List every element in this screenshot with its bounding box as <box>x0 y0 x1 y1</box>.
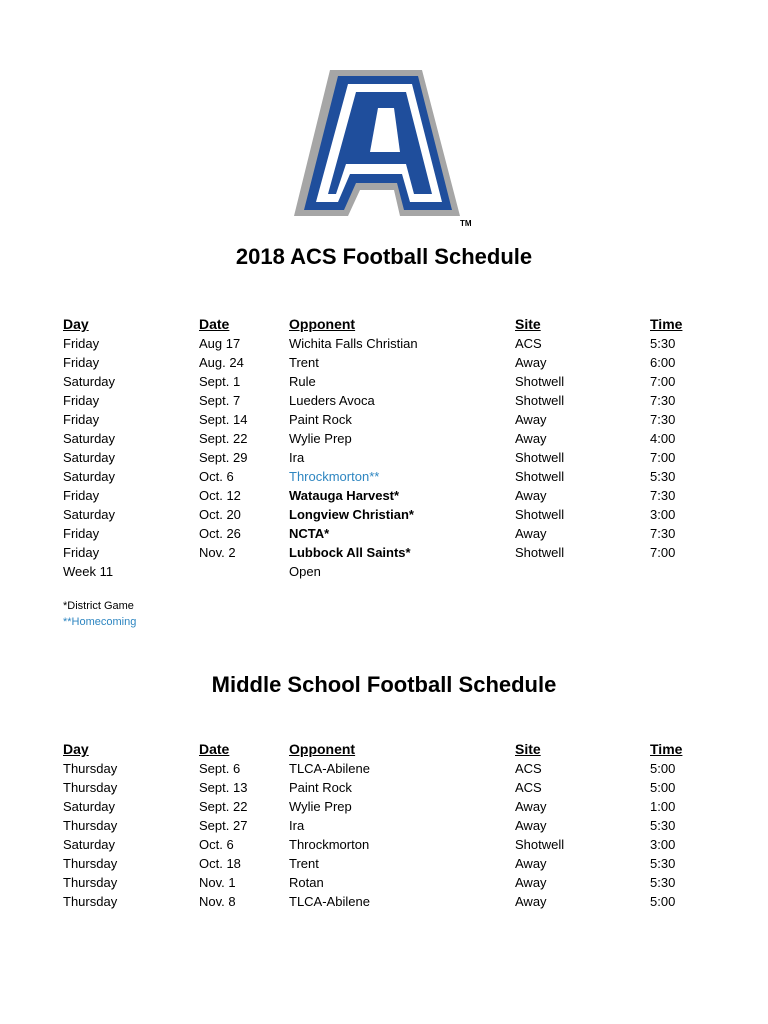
cell-opponent: Watauga Harvest* <box>289 488 400 503</box>
table-row <box>0 334 768 353</box>
cell-date: Sept. 14 <box>199 412 248 427</box>
header-time: Time <box>650 316 683 332</box>
district-game-note: *District Game <box>63 600 134 612</box>
table-row <box>0 448 768 467</box>
header-day: Day <box>63 741 89 757</box>
cell-date: Sept. 6 <box>199 761 241 776</box>
cell-day: Saturday <box>63 374 116 389</box>
header-time: Time <box>650 741 683 757</box>
cell-time: 7:30 <box>650 526 676 541</box>
cell-time: 6:00 <box>650 355 676 370</box>
table-row <box>0 854 768 873</box>
cell-site: Shotwell <box>515 469 565 484</box>
table-row <box>0 797 768 816</box>
cell-opponent: Paint Rock <box>289 412 352 427</box>
cell-opponent: Paint Rock <box>289 780 352 795</box>
cell-day: Saturday <box>63 837 116 852</box>
cell-time: 5:30 <box>650 469 676 484</box>
cell-day: Thursday <box>63 875 118 890</box>
cell-opponent: Ira <box>289 450 305 465</box>
cell-date: Sept. 27 <box>199 818 248 833</box>
cell-time: 5:00 <box>650 894 676 909</box>
cell-time: 7:30 <box>650 412 676 427</box>
cell-opponent: TLCA-Abilene <box>289 761 370 776</box>
cell-date: Aug. 24 <box>199 355 244 370</box>
table-row <box>0 759 768 778</box>
cell-time: 4:00 <box>650 431 676 446</box>
cell-time: 1:00 <box>650 799 676 814</box>
cell-time: 7:00 <box>650 374 676 389</box>
cell-opponent: Rotan <box>289 875 324 890</box>
acs-logo <box>290 66 480 228</box>
header-site: Site <box>515 741 541 757</box>
table-row <box>0 873 768 892</box>
table-row <box>0 410 768 429</box>
cell-opponent: TLCA-Abilene <box>289 894 370 909</box>
trademark-mark: TM <box>460 219 472 228</box>
cell-date: Oct. 12 <box>199 488 241 503</box>
cell-site: ACS <box>515 761 542 776</box>
table-row <box>0 372 768 391</box>
cell-site: Away <box>515 856 547 871</box>
cell-opponent: Ira <box>289 818 305 833</box>
cell-date: Nov. 8 <box>199 894 236 909</box>
cell-time: 5:00 <box>650 780 676 795</box>
header-day: Day <box>63 316 89 332</box>
cell-day: Saturday <box>63 507 116 522</box>
cell-time: 5:30 <box>650 818 676 833</box>
cell-time: 5:30 <box>650 875 676 890</box>
cell-date: Oct. 6 <box>199 469 234 484</box>
table-row <box>0 429 768 448</box>
cell-opponent: Longview Christian* <box>289 507 414 522</box>
table-row <box>0 543 768 562</box>
cell-day: Thursday <box>63 856 118 871</box>
cell-date: Oct. 6 <box>199 837 234 852</box>
cell-day: Thursday <box>63 761 118 776</box>
cell-time: 7:30 <box>650 488 676 503</box>
cell-site: ACS <box>515 780 542 795</box>
cell-opponent: Wylie Prep <box>289 799 352 814</box>
cell-opponent: Rule <box>289 374 316 389</box>
cell-time: 7:00 <box>650 545 676 560</box>
cell-day: Saturday <box>63 450 116 465</box>
varsity-schedule-title: 2018 ACS Football Schedule <box>235 244 533 269</box>
cell-day: Friday <box>63 545 100 560</box>
cell-time: 5:30 <box>650 336 676 351</box>
table-header <box>0 740 768 759</box>
cell-time: 5:30 <box>650 856 676 871</box>
cell-site: Away <box>515 799 547 814</box>
homecoming-note: **Homecoming <box>63 616 137 628</box>
table-row <box>0 816 768 835</box>
cell-site: Away <box>515 875 547 890</box>
cell-site: Away <box>515 526 547 541</box>
table-row <box>0 835 768 854</box>
cell-day: Saturday <box>63 431 116 446</box>
cell-date: Oct. 26 <box>199 526 241 541</box>
cell-site: Shotwell <box>515 837 565 852</box>
cell-date: Sept. 22 <box>199 799 248 814</box>
header-site: Site <box>515 316 541 332</box>
cell-day: Friday <box>63 412 100 427</box>
header-date: Date <box>199 741 230 757</box>
cell-date: Sept. 22 <box>199 431 248 446</box>
cell-time: 5:00 <box>650 761 676 776</box>
cell-day: Saturday <box>63 799 116 814</box>
cell-site: Shotwell <box>515 393 565 408</box>
table-row <box>0 467 768 486</box>
cell-opponent: Open <box>289 564 321 579</box>
cell-date: Sept. 29 <box>199 450 248 465</box>
header-opponent: Opponent <box>289 741 356 757</box>
cell-opponent: Throckmorton <box>289 837 370 852</box>
table-row <box>0 505 768 524</box>
cell-site: ACS <box>515 336 542 351</box>
cell-day: Week 11 <box>63 564 114 579</box>
cell-opponent: Lubbock All Saints* <box>289 545 411 560</box>
cell-date: Sept. 13 <box>199 780 248 795</box>
cell-site: Away <box>515 412 547 427</box>
cell-date: Sept. 7 <box>199 393 241 408</box>
cell-opponent: Trent <box>289 355 319 370</box>
cell-day: Thursday <box>63 780 118 795</box>
cell-opponent: NCTA* <box>289 526 330 541</box>
cell-day: Thursday <box>63 818 118 833</box>
header-opponent: Opponent <box>289 316 356 332</box>
cell-day: Friday <box>63 526 100 541</box>
table-header <box>0 315 768 334</box>
cell-time: 7:00 <box>650 450 676 465</box>
cell-day: Friday <box>63 488 100 503</box>
table-row <box>0 353 768 372</box>
table-row <box>0 486 768 505</box>
header-date: Date <box>199 316 230 332</box>
cell-date: Nov. 1 <box>199 875 236 890</box>
middle-school-schedule-title: Middle School Football Schedule <box>211 672 557 697</box>
cell-site: Away <box>515 488 547 503</box>
cell-time: 3:00 <box>650 507 676 522</box>
cell-day: Friday <box>63 355 100 370</box>
cell-date: Oct. 18 <box>199 856 241 871</box>
cell-date: Nov. 2 <box>199 545 236 560</box>
table-row <box>0 562 768 581</box>
cell-date: Oct. 20 <box>199 507 241 522</box>
table-row <box>0 391 768 410</box>
cell-opponent: Wichita Falls Christian <box>289 336 418 351</box>
cell-site: Shotwell <box>515 507 565 522</box>
cell-time: 7:30 <box>650 393 676 408</box>
cell-opponent: Throckmorton** <box>289 469 380 484</box>
cell-opponent: Wylie Prep <box>289 431 352 446</box>
cell-site: Shotwell <box>515 545 565 560</box>
cell-site: Away <box>515 818 547 833</box>
cell-day: Friday <box>63 336 100 351</box>
cell-site: Away <box>515 431 547 446</box>
cell-site: Shotwell <box>515 450 565 465</box>
cell-date: Sept. 1 <box>199 374 241 389</box>
cell-day: Thursday <box>63 894 118 909</box>
cell-opponent: Trent <box>289 856 319 871</box>
cell-opponent: Lueders Avoca <box>289 393 375 408</box>
table-row <box>0 524 768 543</box>
table-row <box>0 778 768 797</box>
cell-site: Away <box>515 355 547 370</box>
cell-time: 3:00 <box>650 837 676 852</box>
cell-day: Friday <box>63 393 100 408</box>
cell-date: Aug 17 <box>199 336 241 351</box>
table-row <box>0 892 768 911</box>
cell-day: Saturday <box>63 469 116 484</box>
cell-site: Away <box>515 894 547 909</box>
cell-site: Shotwell <box>515 374 565 389</box>
